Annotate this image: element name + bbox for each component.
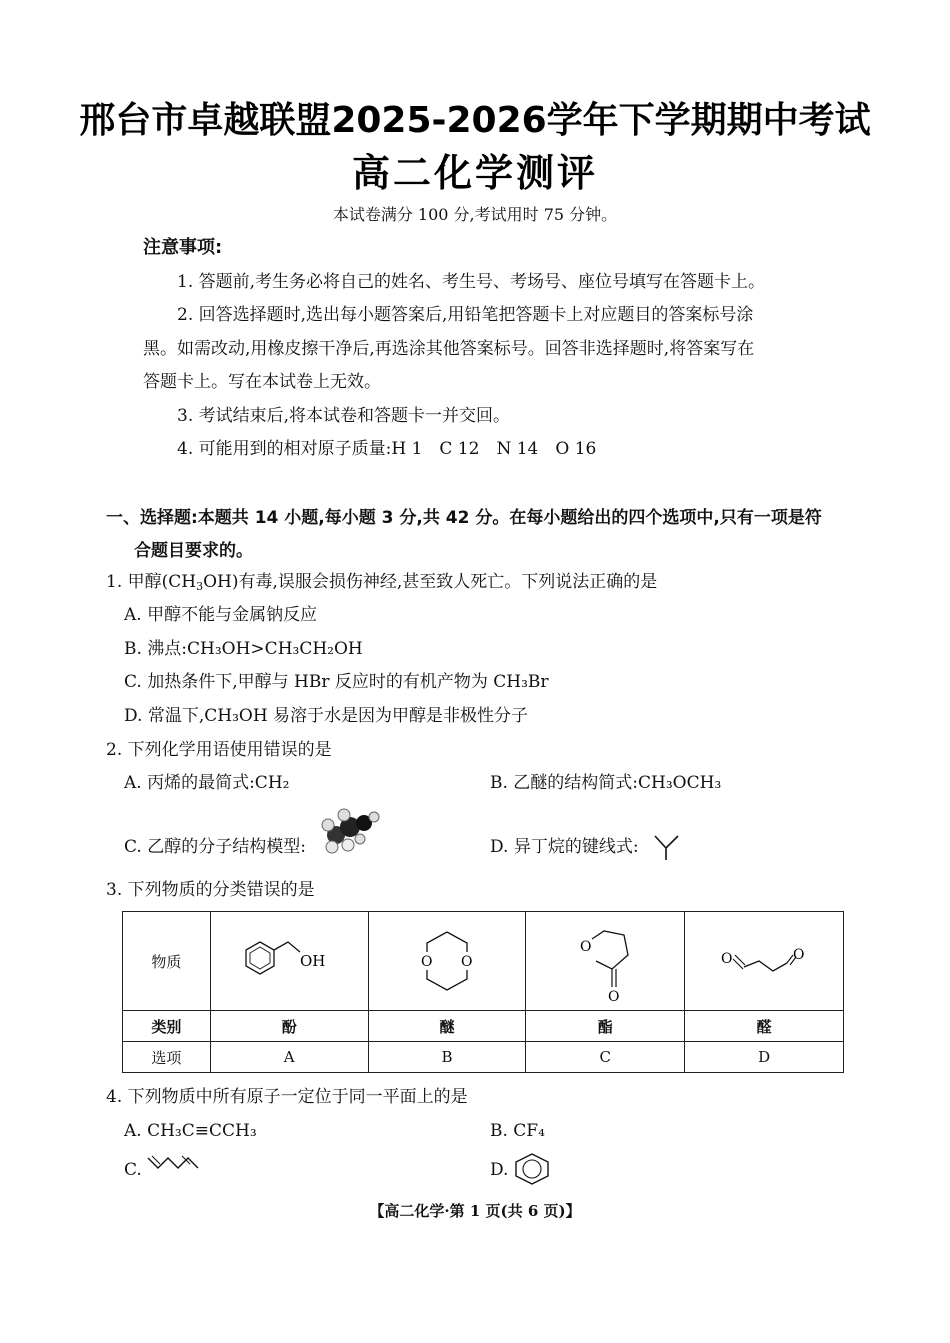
- diene-skeletal-icon: [146, 1152, 202, 1174]
- lactone-structure: [526, 912, 685, 1011]
- oh-label: OH: [300, 952, 326, 970]
- q2-option-c: C. 乙醇的分子结构模型:: [124, 837, 306, 857]
- q2-option-b: B. 乙醚的结构简式:CH₃OCH₃: [490, 773, 722, 793]
- dioxane-structure: [368, 912, 526, 1011]
- o-label-left: O: [421, 954, 433, 970]
- classification-table: [122, 911, 844, 1073]
- exam-info: 本试卷满分 100 分,考试用时 75 分钟。: [332, 205, 618, 224]
- exam-title: 邢台市卓越联盟2025-2026学年下学期期中考试: [79, 100, 871, 141]
- category-b: 醚: [368, 1011, 526, 1042]
- q4-option-c: C.: [124, 1160, 142, 1180]
- benzyl-alcohol-icon: [244, 936, 334, 986]
- o-label-ring: O: [580, 939, 592, 955]
- q2-stem: 2. 下列化学用语使用错误的是: [106, 740, 332, 760]
- section-1-heading-cont: 合题目要求的。: [134, 541, 253, 561]
- row-header-category: 类别: [123, 1011, 211, 1042]
- notice-heading: 注意事项:: [143, 237, 223, 258]
- o-label-right: O: [461, 954, 473, 970]
- q1-option-d: D. 常温下,CH₃OH 易溶于水是因为甲醇是非极性分子: [124, 706, 529, 726]
- row-header-substance: 物质: [123, 912, 211, 1011]
- o-label-left-ald: O: [721, 951, 733, 967]
- q1-option-a: A. 甲醇不能与金属钠反应: [124, 605, 318, 625]
- o-label-carbonyl: O: [608, 989, 620, 1003]
- q4-stem: 4. 下列物质中所有原子一定位于同一平面上的是: [106, 1087, 468, 1107]
- option-d: D: [685, 1042, 844, 1073]
- benzyl-alcohol-structure: [210, 912, 368, 1011]
- q2-option-d: D. 异丁烷的键线式:: [490, 837, 639, 857]
- section-1-heading: 一、选择题:本题共 14 小题,每小题 3 分,共 42 分。在每小题给出的四个选项中,只有一项是符: [106, 508, 822, 528]
- q1-option-b: B. 沸点:CH₃OH>CH₃CH₂OH: [124, 639, 363, 659]
- page-footer: 【高二化学·第 1 页(共 6 页)】: [369, 1202, 581, 1220]
- q4-option-a: A. CH₃C≡CCH₃: [124, 1121, 257, 1141]
- q4-option-d: D.: [490, 1160, 509, 1180]
- q2-option-a: A. 丙烯的最简式:CH₂: [124, 773, 290, 793]
- notice-item-4: 4. 可能用到的相对原子质量:H 1 C 12 N 14 O 16: [177, 439, 597, 459]
- notice-item-2a: 2. 回答选择题时,选出每小题答案后,用铅笔把答题卡上对应题目的答案标号涂: [177, 305, 754, 325]
- category-d: 醛: [685, 1011, 844, 1042]
- exam-subtitle: 高二化学测评: [351, 151, 598, 195]
- q1-stem: 1. 甲醇$(CH_3OH)$有毒,误服会损伤神经,甚至致人死亡。下列说法正确的是: [106, 572, 658, 593]
- ethanol-ball-model-icon: [318, 805, 380, 857]
- isobutane-skeletal-icon: [652, 832, 682, 862]
- notice-item-2b: 黑。如需改动,用橡皮擦干净后,再选涂其他答案标号。回答非选择题时,将答案写在: [143, 339, 755, 359]
- category-a: 酚: [210, 1011, 368, 1042]
- notice-item-3: 3. 考试结束后,将本试卷和答题卡一并交回。: [177, 406, 511, 426]
- category-c: 酯: [526, 1011, 685, 1042]
- dialdehyde-structure: [685, 912, 844, 1011]
- option-b: B: [368, 1042, 526, 1073]
- q3-stem: 3. 下列物质的分类错误的是: [106, 880, 315, 900]
- notice-item-2c: 答题卡上。写在本试卷上无效。: [143, 372, 381, 392]
- q4-option-b: B. CF₄: [490, 1121, 545, 1141]
- dialdehyde-icon: [719, 941, 809, 981]
- q1-option-c: C. 加热条件下,甲醇与 HBr 反应时的有机产物为 CH₃Br: [124, 672, 549, 692]
- benzene-icon: [512, 1152, 552, 1186]
- option-a: A: [210, 1042, 368, 1073]
- notice-item-1: 1. 答题前,考生务必将自己的姓名、考生号、考场号、座位号填写在答题卡上。: [177, 272, 766, 292]
- lactone-icon: [570, 919, 640, 1003]
- option-c: C: [526, 1042, 685, 1073]
- row-header-option: 选项: [123, 1042, 211, 1073]
- o-label-right-ald: O: [793, 947, 805, 963]
- dioxane-icon: [417, 926, 477, 996]
